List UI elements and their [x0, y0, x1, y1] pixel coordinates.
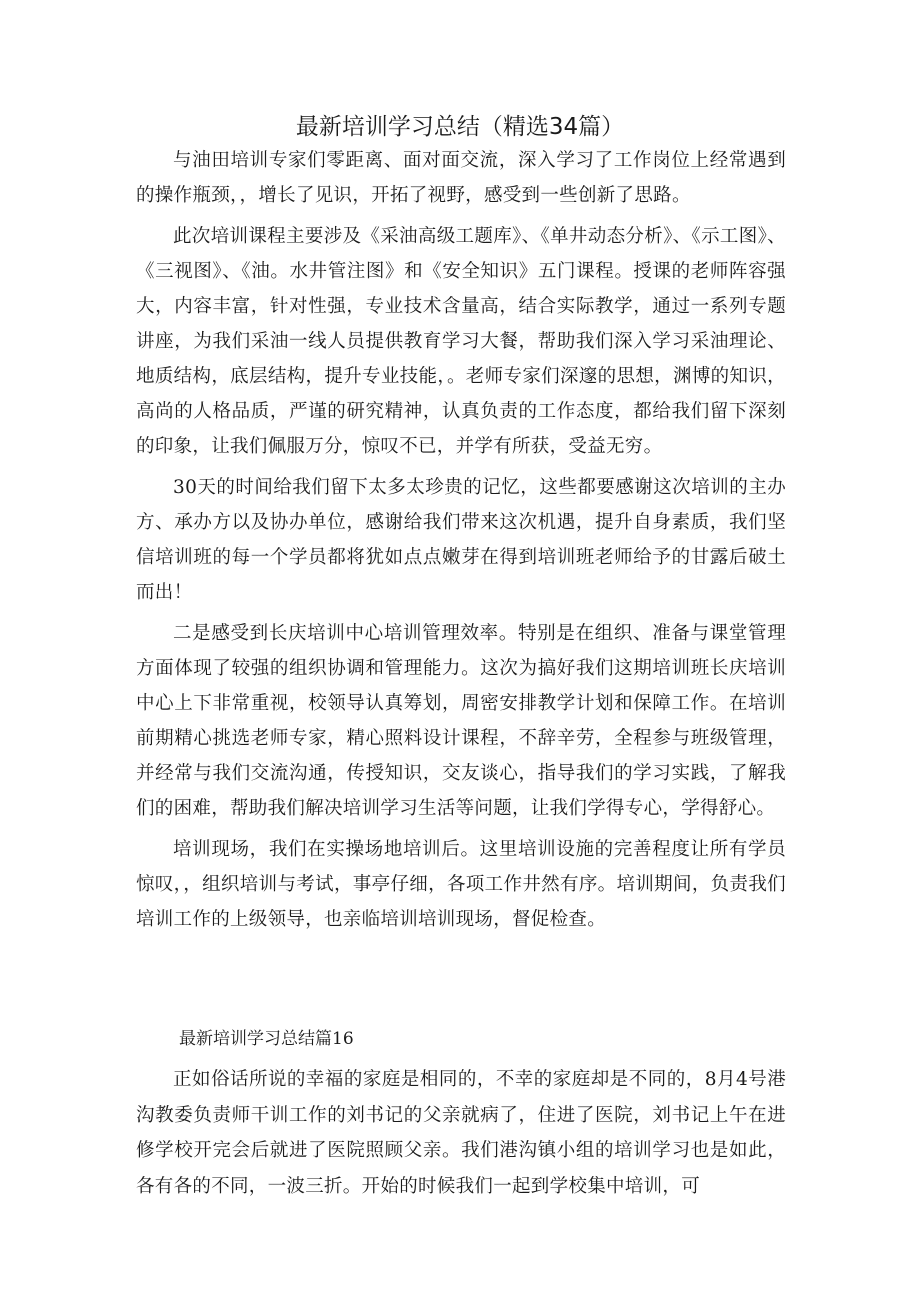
document-body	[136, 143, 786, 937]
paragraph: 此次培训课程主要涉及《采油高级工题库》、《单井动态分析》、《示工图》、《三视图》、《油。水井管注图》和《安全知识》五门课程。授课的老师阵容强大，内容丰富，针对性强，专业技术含量高，结合实际教学，通过一系列专题讲座，为我们采油一线人员提供教育学习大餐，帮助我们深入学习采油理论、地质结构，底层结构，提升专业技能，。老师专家们深邃的思想，渊博的知识，高尚的人格品质，严谨的研究精神，认真负责的工作态度，都给我们留下深刻的印象，让我们佩服万分，惊叹不已，并学有所获，受益无穷。	[136, 226, 786, 457]
section-heading: 最新培训学习总结篇16	[179, 1029, 354, 1049]
document-title: 最新培训学习总结（精选34篇）	[295, 114, 625, 140]
paragraph: 与油田培训专家们零距离、面对面交流，深入学习了工作岗位上经常遇到的操作瓶颈，，增长了见识，开拓了视野，感受到一些创新了思路。	[136, 150, 786, 206]
paragraph: 30天的时间给我们留下太多太珍贵的记忆，这些都要感谢这次培训的主办方、承办方以及协办单位，感谢给我们带来这次机遇，提升自身素质，我们坚信培训班的每一个学员都将犹如点点嫩芽在得到培训班老师给予的甘露后破土而出！	[136, 477, 786, 603]
paragraph: 正如俗话所说的幸福的家庭是相同的，不幸的家庭却是不同的，8月4号港沟教委负责师干训工作的刘书记的父亲就病了，住进了医院，刘书记上午在进修学校开完会后就进了医院照顾父亲。我们港沟镇小组的培训学习也是如此，各有各的不同，一波三折。开始的时候我们一起到学校集中培训，可	[136, 1069, 786, 1197]
paragraph: 二是感受到长庆培训中心培训管理效率。特别是在组织、准备与课堂管理方面体现了较强的组织协调和管理能力。这次为搞好我们这期培训班长庆培训中心上下非常重视，校领导认真筹划，周密安排教学计划和保障工作。在培训前期精心挑选老师专家，精心照料设计课程，不辞辛劳，全程参与班级管理，并经常与我们交流沟通，传授知识，交友谈心，指导我们的学习实践，了解我们的困难，帮助我们解决培训学习生活等问题，让我们学得专心，学得舒心。	[136, 623, 786, 819]
section-body	[136, 1062, 786, 1204]
paragraph: 培训现场，我们在实操场地培训后。这里培训设施的完善程度让所有学员惊叹，，组织培训与考试，事亭仔细，各项工作井然有序。培训期间，负责我们培训工作的上级领导，也亲临培训培训现场，督促检查。	[136, 839, 786, 930]
